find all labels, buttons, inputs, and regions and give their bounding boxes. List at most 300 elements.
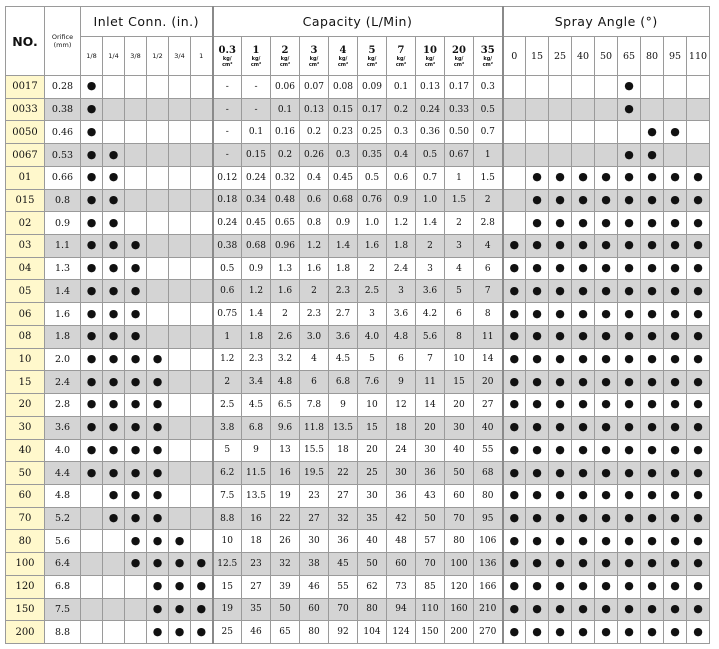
inlet-cell [103, 303, 125, 326]
orifice-value: 6.4 [45, 553, 81, 576]
capacity-value: 60 [445, 484, 474, 507]
availability-dot-icon: ● [670, 329, 680, 343]
pressure-unit-top: kg/ [309, 55, 319, 62]
angle-cell [641, 348, 664, 371]
inlet-cell [169, 484, 191, 507]
availability-dot-icon: ● [555, 624, 565, 638]
angle-cell [687, 598, 710, 621]
capacity-value: 25 [358, 462, 387, 485]
availability-dot-icon: ● [578, 283, 588, 297]
capacity-value: 9 [387, 371, 416, 394]
availability-dot-icon: ● [509, 488, 520, 502]
capacity-value: 50 [445, 462, 474, 485]
capacity-value: 39 [271, 575, 300, 598]
capacity-value: 15 [213, 575, 242, 598]
availability-dot-icon: ● [601, 397, 611, 411]
inlet-cell [147, 575, 169, 598]
capacity-value: 1.4 [416, 212, 445, 235]
capacity-value: 27 [329, 484, 358, 507]
availability-dot-icon: ● [130, 351, 141, 365]
inlet-size-header: 1/2 [147, 37, 169, 76]
availability-dot-icon: ● [601, 215, 611, 229]
capacity-value: 27 [242, 575, 271, 598]
orifice-value: 8.8 [45, 621, 81, 644]
angle-cell [618, 166, 641, 189]
availability-dot-icon: ● [624, 511, 634, 525]
pressure-unit-bottom: cm² [250, 61, 262, 68]
availability-dot-icon: ● [693, 556, 703, 570]
inlet-cell [191, 371, 213, 394]
angle-cell [572, 371, 595, 394]
angle-cell [503, 166, 526, 189]
availability-dot-icon: ● [601, 261, 611, 275]
availability-dot-icon: ● [647, 283, 657, 297]
availability-dot-icon: ● [601, 170, 611, 184]
capacity-value: 12 [387, 394, 416, 417]
capacity-value: 20 [445, 394, 474, 417]
capacity-value: 27 [300, 507, 329, 530]
angle-cell [641, 394, 664, 417]
capacity-value: 7 [474, 280, 503, 303]
availability-dot-icon: ● [108, 170, 119, 184]
inlet-cell [147, 598, 169, 621]
inlet-cell [81, 98, 103, 121]
capacity-value: 92 [329, 621, 358, 644]
availability-dot-icon: ● [578, 420, 588, 434]
availability-dot-icon: ● [130, 306, 141, 320]
orifice-value: 0.46 [45, 121, 81, 144]
angle-cell [503, 280, 526, 303]
pressure-header [445, 37, 474, 76]
capacity-value: 1.2 [242, 280, 271, 303]
availability-dot-icon: ● [601, 283, 611, 297]
availability-dot-icon: ● [532, 397, 542, 411]
availability-dot-icon: ● [108, 238, 119, 252]
inlet-cell [81, 144, 103, 167]
angle-cell [595, 76, 618, 99]
availability-dot-icon: ● [578, 579, 588, 593]
table-row [6, 235, 710, 258]
availability-dot-icon: ● [555, 533, 565, 547]
capacity-value: - [242, 76, 271, 99]
capacity-value: 48 [387, 530, 416, 553]
availability-dot-icon: ● [509, 306, 520, 320]
capacity-value: 20 [474, 371, 503, 394]
availability-dot-icon: ● [532, 351, 542, 365]
capacity-value: 11.8 [300, 416, 329, 439]
inlet-cell [169, 348, 191, 371]
angle-cell [641, 144, 664, 167]
capacity-value: 4.0 [358, 325, 387, 348]
angle-cell [641, 280, 664, 303]
capacity-value: 6.8 [242, 416, 271, 439]
angle-cell [641, 76, 664, 99]
angle-cell [664, 507, 687, 530]
capacity-value: 3.8 [213, 416, 242, 439]
inlet-cell [125, 76, 147, 99]
capacity-value: 0.5 [358, 166, 387, 189]
inlet-cell [125, 303, 147, 326]
capacity-value: 270 [474, 621, 503, 644]
availability-dot-icon: ● [647, 124, 657, 138]
inlet-cell [81, 553, 103, 576]
capacity-value: 0.3 [329, 144, 358, 167]
angle-cell [618, 348, 641, 371]
capacity-value: 0.76 [358, 189, 387, 212]
availability-dot-icon: ● [509, 556, 520, 570]
inlet-cell [125, 98, 147, 121]
availability-dot-icon: ● [624, 79, 634, 93]
inlet-cell [191, 189, 213, 212]
nozzle-number: 01 [6, 166, 45, 189]
capacity-value: 57 [416, 530, 445, 553]
capacity-value: 2.5 [213, 394, 242, 417]
angle-cell [503, 121, 526, 144]
availability-dot-icon: ● [647, 374, 657, 388]
capacity-value: 4.5 [242, 394, 271, 417]
capacity-value: 136 [474, 553, 503, 576]
angle-cell [572, 121, 595, 144]
angle-cell [687, 212, 710, 235]
angle-cell [618, 598, 641, 621]
capacity-value: 7.6 [358, 371, 387, 394]
capacity-value: 19 [271, 484, 300, 507]
availability-dot-icon: ● [670, 124, 680, 138]
capacity-value: 0.24 [213, 212, 242, 235]
inlet-size-header: 1/4 [103, 37, 125, 76]
capacity-value: 0.26 [300, 144, 329, 167]
inlet-cell [147, 189, 169, 212]
capacity-value: 13 [271, 439, 300, 462]
availability-dot-icon: ● [152, 556, 163, 570]
availability-dot-icon: ● [509, 579, 520, 593]
inlet-cell [103, 166, 125, 189]
angle-cell [549, 212, 572, 235]
availability-dot-icon: ● [130, 283, 141, 297]
availability-dot-icon: ● [647, 624, 657, 638]
angle-cell [595, 462, 618, 485]
angle-cell [595, 507, 618, 530]
pressure-header [242, 37, 271, 76]
angle-cell [549, 553, 572, 576]
inlet-cell [191, 98, 213, 121]
availability-dot-icon: ● [174, 624, 185, 638]
nozzle-number: 05 [6, 280, 45, 303]
capacity-value: 1.6 [358, 235, 387, 258]
capacity-value: 68 [474, 462, 503, 485]
availability-dot-icon: ● [152, 579, 163, 593]
capacity-value: 14 [416, 394, 445, 417]
inlet-cell [147, 166, 169, 189]
capacity-value: 0.1 [387, 76, 416, 99]
capacity-value: 1.8 [387, 235, 416, 258]
capacity-value: 0.15 [329, 98, 358, 121]
availability-dot-icon: ● [108, 306, 119, 320]
pressure-unit-top: kg/ [396, 55, 406, 62]
angle-cell [572, 416, 595, 439]
angle-cell [572, 575, 595, 598]
availability-dot-icon: ● [601, 192, 611, 206]
angle-cell [595, 553, 618, 576]
capacity-value: 73 [387, 575, 416, 598]
angle-cell [549, 598, 572, 621]
angle-cell [503, 416, 526, 439]
angle-cell [595, 235, 618, 258]
availability-dot-icon: ● [624, 533, 634, 547]
angle-cell [641, 325, 664, 348]
inlet-cell [125, 530, 147, 553]
angle-cell [503, 462, 526, 485]
capacity-value: 25 [213, 621, 242, 644]
availability-dot-icon: ● [86, 351, 97, 365]
inlet-cell [103, 121, 125, 144]
angle-cell [687, 575, 710, 598]
capacity-value: 80 [474, 484, 503, 507]
availability-dot-icon: ● [578, 215, 588, 229]
availability-dot-icon: ● [647, 579, 657, 593]
angle-cell [503, 257, 526, 280]
capacity-value: 6.5 [271, 394, 300, 417]
inlet-cell [103, 325, 125, 348]
availability-dot-icon: ● [532, 442, 542, 456]
availability-dot-icon: ● [601, 420, 611, 434]
capacity-value: 0.33 [445, 98, 474, 121]
availability-dot-icon: ● [647, 601, 657, 615]
inlet-cell [81, 325, 103, 348]
availability-dot-icon: ● [532, 374, 542, 388]
angle-cell [549, 416, 572, 439]
inlet-cell [81, 530, 103, 553]
angle-cell [595, 257, 618, 280]
capacity-value: 0.45 [329, 166, 358, 189]
inlet-cell [147, 530, 169, 553]
inlet-cell [81, 166, 103, 189]
angle-cell [549, 235, 572, 258]
nozzle-number: 20 [6, 394, 45, 417]
inlet-cell [103, 371, 125, 394]
inlet-cell [147, 394, 169, 417]
angle-cell [641, 621, 664, 644]
angle-cell [618, 325, 641, 348]
angle-cell [503, 371, 526, 394]
inlet-size-header: 3/4 [169, 37, 191, 76]
inlet-cell [191, 394, 213, 417]
capacity-value: 23 [300, 484, 329, 507]
availability-dot-icon: ● [555, 511, 565, 525]
inlet-cell [191, 325, 213, 348]
inlet-cell [147, 280, 169, 303]
capacity-value: 9 [329, 394, 358, 417]
availability-dot-icon: ● [578, 488, 588, 502]
inlet-cell [147, 235, 169, 258]
capacity-value: 2 [445, 212, 474, 235]
inlet-size-header: 1/8 [81, 37, 103, 76]
capacity-value: 0.3 [474, 76, 503, 99]
angle-cell [526, 575, 549, 598]
capacity-value: 32 [329, 507, 358, 530]
inlet-cell [169, 257, 191, 280]
capacity-value: 50 [416, 507, 445, 530]
capacity-value: 1.8 [242, 325, 271, 348]
availability-dot-icon: ● [130, 261, 141, 275]
angle-header: 65 [618, 37, 641, 76]
table-row [6, 416, 710, 439]
angle-cell [641, 303, 664, 326]
inlet-cell [147, 303, 169, 326]
availability-dot-icon: ● [108, 420, 119, 434]
angle-cell [549, 303, 572, 326]
capacity-value: 0.16 [271, 121, 300, 144]
orifice-value: 0.38 [45, 98, 81, 121]
pressure-unit-bottom: cm² [337, 61, 349, 68]
angle-cell [664, 439, 687, 462]
availability-dot-icon: ● [670, 170, 680, 184]
availability-dot-icon: ● [108, 397, 119, 411]
capacity-value: 166 [474, 575, 503, 598]
angle-cell [641, 598, 664, 621]
inlet-cell [169, 621, 191, 644]
angle-cell [503, 144, 526, 167]
nozzle-number: 0017 [6, 76, 45, 99]
availability-dot-icon: ● [509, 511, 520, 525]
angle-cell [595, 371, 618, 394]
angle-cell [618, 484, 641, 507]
inlet-cell [147, 484, 169, 507]
availability-dot-icon: ● [174, 533, 185, 547]
angle-cell [595, 189, 618, 212]
capacity-value: 110 [416, 598, 445, 621]
angle-cell [526, 530, 549, 553]
availability-dot-icon: ● [130, 442, 141, 456]
availability-dot-icon: ● [108, 465, 119, 479]
inlet-cell [103, 530, 125, 553]
availability-dot-icon: ● [624, 442, 634, 456]
availability-dot-icon: ● [624, 261, 634, 275]
capacity-value: 0.36 [416, 121, 445, 144]
availability-dot-icon: ● [601, 624, 611, 638]
availability-dot-icon: ● [693, 488, 703, 502]
angle-cell [618, 462, 641, 485]
inlet-cell [169, 439, 191, 462]
angle-cell [526, 416, 549, 439]
availability-dot-icon: ● [509, 351, 520, 365]
pressure-unit-bottom: cm² [279, 61, 291, 68]
pressure-value: 2 [281, 44, 289, 56]
capacity-value: 1.6 [300, 257, 329, 280]
pressure-header [271, 37, 300, 76]
angle-cell [664, 280, 687, 303]
orifice-value: 0.9 [45, 212, 81, 235]
availability-dot-icon: ● [578, 533, 588, 547]
orifice-value: 1.8 [45, 325, 81, 348]
capacity-value: 0.15 [242, 144, 271, 167]
availability-dot-icon: ● [647, 329, 657, 343]
angle-cell [549, 280, 572, 303]
angle-cell [618, 507, 641, 530]
angle-cell [526, 189, 549, 212]
angle-cell [618, 257, 641, 280]
availability-dot-icon: ● [509, 624, 520, 638]
angle-cell [595, 280, 618, 303]
angle-cell [549, 166, 572, 189]
availability-dot-icon: ● [624, 601, 634, 615]
orifice-value: 0.66 [45, 166, 81, 189]
nozzle-number: 0050 [6, 121, 45, 144]
availability-dot-icon: ● [647, 238, 657, 252]
availability-dot-icon: ● [130, 465, 141, 479]
angle-cell [572, 280, 595, 303]
angle-cell [503, 212, 526, 235]
availability-dot-icon: ● [555, 420, 565, 434]
angle-cell [549, 348, 572, 371]
inlet-cell [125, 348, 147, 371]
availability-dot-icon: ● [647, 488, 657, 502]
angle-cell [526, 257, 549, 280]
nozzle-number: 30 [6, 416, 45, 439]
availability-dot-icon: ● [532, 533, 542, 547]
angle-cell [595, 439, 618, 462]
capacity-value: 30 [416, 439, 445, 462]
capacity-value: 11 [474, 325, 503, 348]
angle-cell [526, 371, 549, 394]
angle-cell [595, 166, 618, 189]
availability-dot-icon: ● [196, 601, 207, 615]
orifice-value: 1.1 [45, 235, 81, 258]
angle-header: 50 [595, 37, 618, 76]
availability-dot-icon: ● [509, 465, 520, 479]
capacity-value: 0.9 [242, 257, 271, 280]
inlet-cell [169, 553, 191, 576]
inlet-cell [125, 144, 147, 167]
angle-cell [595, 598, 618, 621]
inlet-cell [169, 575, 191, 598]
pressure-header [329, 37, 358, 76]
capacity-value: 2 [213, 371, 242, 394]
angle-cell [687, 621, 710, 644]
capacity-value: 46 [242, 621, 271, 644]
capacity-value: - [242, 98, 271, 121]
angle-cell [526, 76, 549, 99]
table-row [6, 371, 710, 394]
availability-dot-icon: ● [108, 351, 119, 365]
availability-dot-icon: ● [555, 170, 565, 184]
angle-cell [572, 439, 595, 462]
angle-cell [549, 621, 572, 644]
availability-dot-icon: ● [647, 397, 657, 411]
availability-dot-icon: ● [152, 397, 163, 411]
pressure-unit-top: kg/ [454, 55, 464, 62]
availability-dot-icon: ● [670, 624, 680, 638]
capacity-value: 15 [358, 416, 387, 439]
availability-dot-icon: ● [624, 556, 634, 570]
capacity-value: 0.5 [474, 98, 503, 121]
angle-header: 110 [687, 37, 710, 76]
capacity-value: 0.6 [300, 189, 329, 212]
availability-dot-icon: ● [86, 397, 97, 411]
capacity-value: 0.17 [358, 98, 387, 121]
nozzle-number: 04 [6, 257, 45, 280]
inlet-cell [81, 235, 103, 258]
angle-cell [503, 507, 526, 530]
inlet-cell [103, 235, 125, 258]
capacity-value: 18 [387, 416, 416, 439]
inlet-cell [103, 462, 125, 485]
availability-dot-icon: ● [532, 579, 542, 593]
availability-dot-icon: ● [624, 420, 634, 434]
orifice-value: 6.8 [45, 575, 81, 598]
pressure-value: 35 [480, 44, 495, 56]
angle-cell [641, 484, 664, 507]
